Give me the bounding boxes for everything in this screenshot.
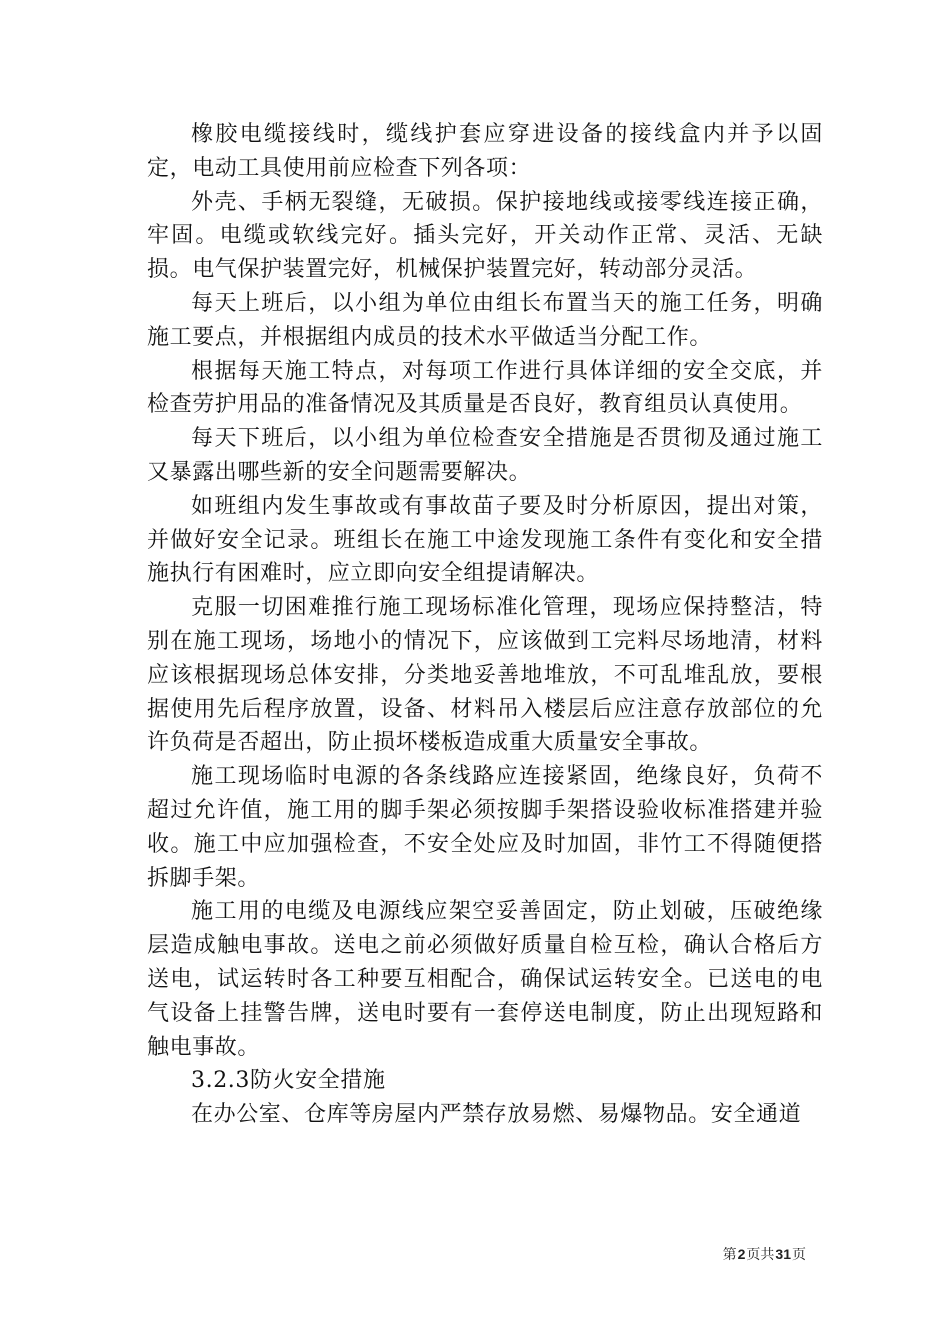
- footer-middle: 页共: [746, 1247, 775, 1263]
- paragraph-8: 施工现场临时电源的各条线路应连接紧固，绝缘良好，负荷不超过允许值，施工用的脚手架必须按脚手架搭设验收标准搭建并验收。施工中应加强检查，不安全处应及时加固，非竹工不得随便搭拆脚手架。: [147, 764, 823, 891]
- paragraph-2: 外壳、手柄无裂缝，无破损。保护接地线或接零线连接正确，牢固。电缆或软线完好。插头完好，开关动作正常、灵活、无缺损。电气保护装置完好，机械保护装置完好，转动部分灵活。: [147, 189, 823, 283]
- paragraph-4: 根据每天施工特点，对每项工作进行具体详细的安全交底，并检查劳护用品的准备情况及其质量是否良好，教育组员认真使用。: [147, 358, 823, 418]
- footer-page-number: 2: [737, 1246, 746, 1262]
- paragraph-5: 每天下班后，以小组为单位检查安全措施是否贯彻及通过施工又暴露出哪些新的安全问题需要解决。: [147, 426, 823, 485]
- paragraph-6: 如班组内发生事故或有事故苗子要及时分析原因，提出对策，并做好安全记录。班组长在施工中途发现施工条件有变化和安全措施执行有困难时，应立即向安全组提请解决。: [147, 493, 823, 587]
- paragraph-9: 施工用的电缆及电源线应架空妥善固定，防止划破，压破绝缘层造成触电事故。送电之前必须做好质量自检互检，确认合格后方送电，试运转时各工种要互相配合，确保试运转安全。已送电的电气设备上挂警告牌，送电时要有一套停送电制度，防止出现短路和触电事故。: [147, 899, 823, 1060]
- footer-prefix: 第: [722, 1247, 737, 1263]
- footer-total-pages: 31: [775, 1246, 791, 1262]
- footer-suffix: 页: [792, 1247, 806, 1263]
- section-heading: 3.2.3防火安全措施: [191, 1068, 386, 1094]
- paragraph-3: 每天上班后，以小组为单位由组长布置当天的施工任务，明确施工要点，并根据组内成员的技术水平做适当分配工作。: [147, 290, 823, 350]
- document-body: [147, 118, 823, 1132]
- paragraph-7: 克服一切困难推行施工现场标准化管理，现场应保持整洁，特别在施工现场，场地小的情况下，应该做到工完料尽场地清，材料应该根据现场总体安排，分类地妥善地堆放，不可乱堆乱放，要根据使用先后程序放置，设备、材料吊入楼层后应注意存放部位的允许负荷是否超出，防止损坏楼板造成重大质量安全事故。: [147, 595, 823, 756]
- page-footer: [723, 1245, 806, 1264]
- paragraph-1: 橡胶电缆接线时，缆线护套应穿进设备的接线盒内并予以固定，电动工具使用前应检查下列各项：: [147, 122, 823, 181]
- paragraph-10: 在办公室、仓库等房屋内严禁存放易燃、易爆物品。安全通道: [191, 1102, 802, 1128]
